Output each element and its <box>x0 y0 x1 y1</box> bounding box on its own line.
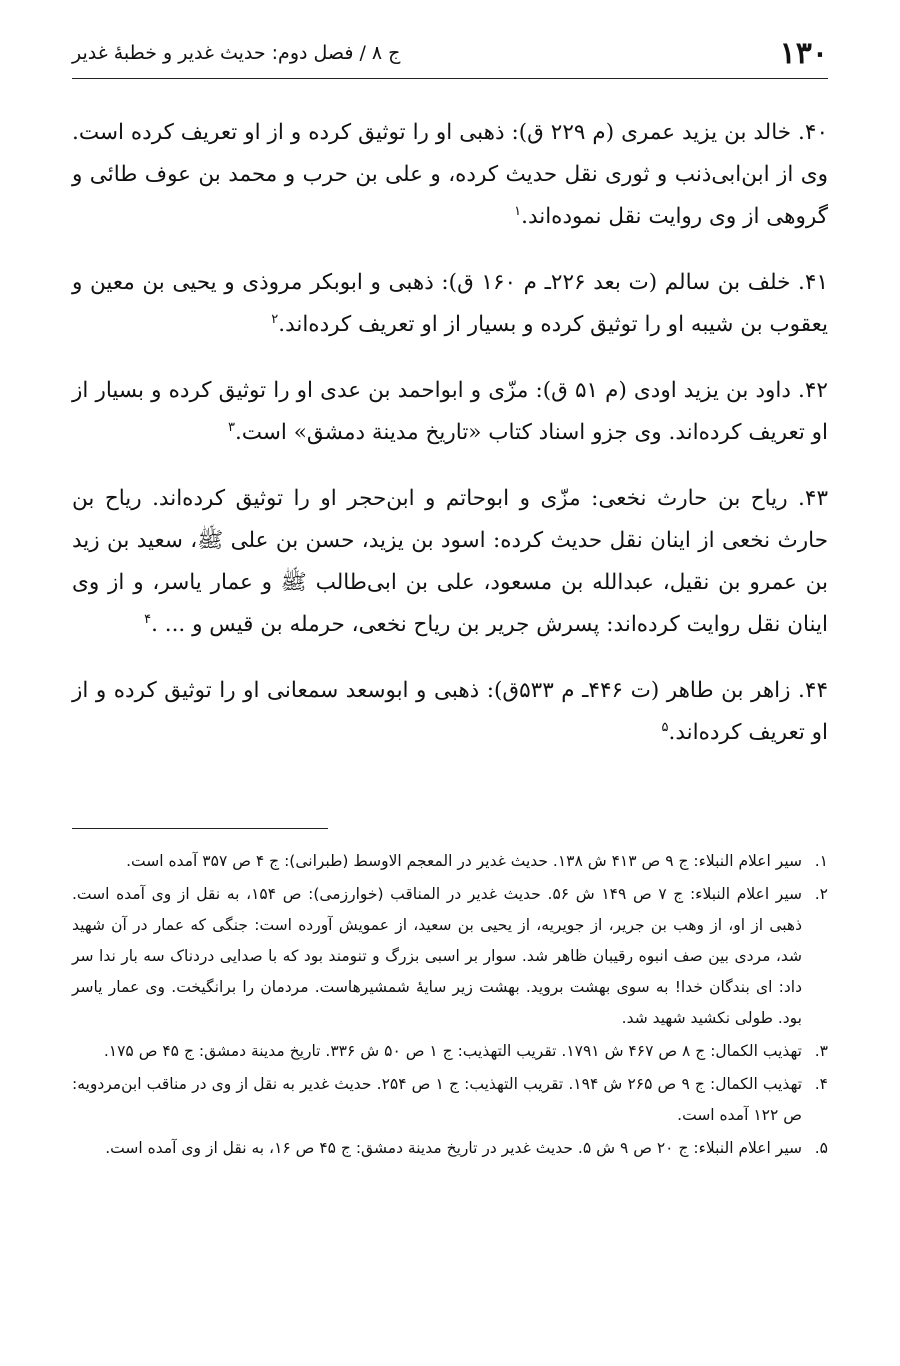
footnotes <box>72 846 828 1166</box>
footnote-text: سیر اعلام النبلاء: ج ۹ ص ۴۱۳ ش ۱۳۸. حدیث غدیر در المعجم الاوسط (طبرانی): ج ۴ ص ۳۵۷ آمده است. <box>126 852 802 870</box>
footnote-text: سیر اعلام النبلاء: ج ۷ ص ۱۴۹ ش ۵۶. حدیث غدیر در المناقب (خوارزمی): ص ۱۵۴، به نقل از وی آمده است. ذهبی از او، از وهب بن جریر، از جویریه، از یحیی بن سعید، از عمویش آورده است: جنگی که عمار در آن شهید شد، مردی بین صف انبوه رقیبان ظاهر شد. سوار بر اسبی بزرگ و تنومند بود که با صدایی دردناک سه بار ندا سر داد: ای بندگان خدا! به سوی بهشت بروید. بهشت زیر سایهٔ شمشیرهاست. مردمان را برانگیخت. وی عمار یاسر بود. طولی نکشید شهید شد. <box>72 885 802 1027</box>
running-title: ج ۸ / فصل دوم: حدیث غدیر و خطبهٔ غدیر <box>72 42 401 64</box>
page-header <box>72 28 828 79</box>
entry-text: ۴۴. زاهر بن طاهر (ت ۴۴۶ـ م ۵۳۳ق): ذهبی و ابوسعد سمعانی او را توثیق کرده و از او تعریف کرده‌اند. <box>72 678 828 745</box>
entry-40 <box>72 112 828 238</box>
footnote-separator <box>72 828 328 829</box>
footnote-text: تهذیب الکمال: ج ۸ ص ۴۶۷ ش ۱۷۹۱. تقریب التهذیب: ج ۱ ص ۵۰ ش ۳۳۶. تاریخ مدینة دمشق: ج ۴۵ ص ۱۷۵. <box>103 1042 802 1060</box>
entry-text: ۴۱. خلف بن سالم (ت بعد ۲۲۶ـ م ۱۶۰ ق): ذهبی و ابوبکر مروذی و یحیی بن معین و یعقوب بن شیبه او را توثیق کرده و بسیار از او تعریف کرده‌اند. <box>72 270 829 337</box>
footnote-1 <box>72 846 828 877</box>
footnote-number: ۱. <box>814 852 828 870</box>
footnote-text: تهذیب الکمال: ج ۹ ص ۲۶۵ ش ۱۹۴. تقریب التهذیب: ج ۱ ص ۲۵۴. حدیث غدیر به نقل از وی در مناقب ابن‌مردویه: ص ۱۲۲ آمده است. <box>72 1075 803 1124</box>
footnote-ref: ۵ <box>661 719 669 735</box>
footnote-5 <box>72 1133 828 1164</box>
footnote-ref: ۲ <box>271 311 279 327</box>
entry-text: ۴۳. ریاح بن حارث نخعی: مزّی و ابوحاتم و ابن‌حجر او را توثیق کرده‌اند. ریاح بن حارث نخعی از اینان نقل حدیث کرده: اسود بن یزید، حسن بن علی ﷺ، سعید بن زید بن عمرو بن نقیل، عبدالله بن مسعود، علی بن ابی‌طالب ﷺ و عمار یاسر، و از وی اینان نقل روایت کرده‌اند: پسرش جریر بن ریاح نخعی، حرمله بن قیس و ... . <box>72 486 828 637</box>
footnote-ref: ۳ <box>227 419 235 435</box>
footnote-ref: ۴ <box>144 611 152 627</box>
footnote-number: ۳. <box>814 1042 828 1060</box>
page-number: ۱۳۰ <box>779 35 828 71</box>
footnote-2 <box>72 879 828 1034</box>
entry-text: ۴۰. خالد بن یزید عمری (م ۲۲۹ ق): ذهبی او را توثیق کرده و از او تعریف کرده است. وی از ابن‌ابی‌ذنب و ثوری نقل حدیث کرده، و علی بن حرب و محمد بن عوف طائی و گروهی از وی روایت نقل نموده‌اند. <box>72 120 828 229</box>
footnote-text: سیر اعلام النبلاء: ج ۲۰ ص ۹ ش ۵. حدیث غدیر در تاریخ مدینة دمشق: ج ۴۵ ص ۱۶، به نقل از وی آمده است. <box>105 1139 802 1157</box>
footnote-ref: ۱ <box>514 203 522 219</box>
main-text <box>72 112 828 778</box>
entry-text: ۴۲. داود بن یزید اودی (م ۵۱ ق): مزّی و ابواحمد بن عدی او را توثیق کرده و بسیار از او تعریف کرده‌اند. وی جزو اسناد کتاب «تاریخ مدینة دمشق» است. <box>72 378 828 445</box>
footnote-number: ۵. <box>814 1139 828 1157</box>
entry-43 <box>72 478 828 646</box>
entry-44 <box>72 670 828 754</box>
footnote-number: ۴. <box>814 1075 828 1093</box>
entry-41 <box>72 262 828 346</box>
footnote-number: ۲. <box>814 885 828 903</box>
entry-42 <box>72 370 828 454</box>
footnote-3 <box>72 1036 828 1067</box>
footnote-4 <box>72 1069 828 1131</box>
